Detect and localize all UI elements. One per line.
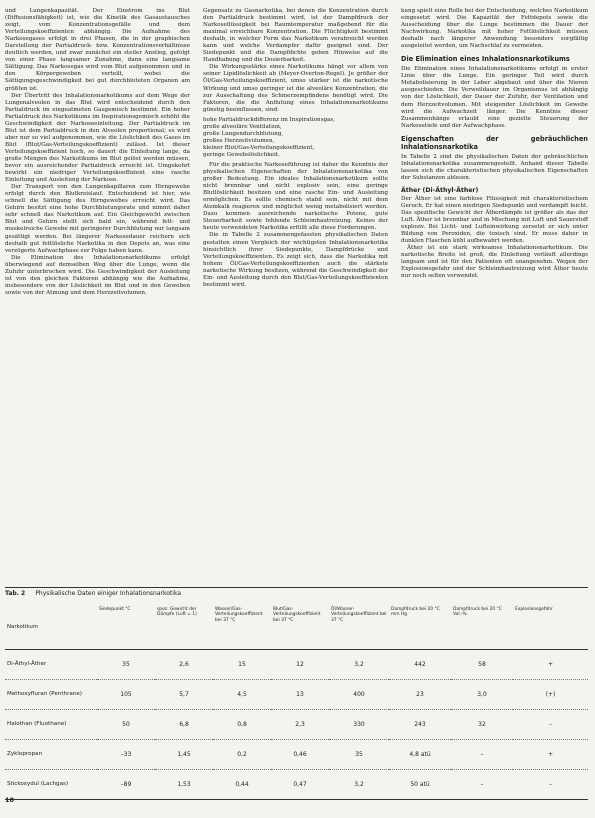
column-header: Dampfdruck bei 20 °C Vol.-% [451,604,513,650]
column-header: Explosionsgefahr [513,604,588,650]
column-header: Öl/Wasser-Verteilungskoeffizient bei 37 °C [329,604,389,650]
cell: 0,2 [213,740,271,770]
section-heading: Die Elimination eines Inhalationsnarkotikums [401,55,570,64]
paragraph: und Lungenkapazität. Der Einstrom ins Blut (Diffusionsfähigkeit) ist, wie die Kinetik des Gasaustausches zeigt, vom Konzentrationsgefälle und dem Verteilungskoeffizienten abhängig. Die Aufnahme des Narkosegases erfolgt in drei Phasen, die in der graphischen Darstellung der Partialdruck- bzw. Konzentrationsverhältnisse deutlich werden, und zwar zunächst ein steiler Anstieg, gefolgt von einer Phase langsamer Zunahme, dann eine langsame Sättigung. Das Narkosegas wird vom Blut aufgenommen und in den Körpergeweben verteilt, wobei die Sättigungsgeschwindigkeit bei gut durchbluteten Organen am größten ist. [5,8,190,92]
list-item: große alveoläre Ventilation, [203,123,282,130]
cell: 32 [451,710,513,740]
table-label: Tab. 2 [5,590,26,597]
section-heading: Eigenschaften der gebräuchlichen Inhalationsnarkotika [401,134,588,151]
cell: 400 [329,680,389,710]
cell-name: Halothan (Fluothane) [5,710,97,740]
cell: 0,8 [213,710,271,740]
table-row [5,710,588,740]
cell: + [513,650,588,680]
cell: 35 [329,740,389,770]
cell: –33 [97,740,155,770]
paragraph: Die Elimination eines Inhalationsnarkotikums erfolgt in erster Linie über die Lunge. Ein geringer Teil wird durch Metabolisierung in der Leber abgebaut und über die Nieren ausgeschieden. Die Verweildauer im Organismus ist abhängig von der Löslichkeit, der Dauer der Zufuhr, der Ventilation und dem Herzzeitvolumen. Mit steigender Löslichkeit im Gewebe wird die Aufwachzeit länger. Die Kenntnis dieser Zusammenhänge erlaubt eine gezielte Steuerung der Narkosetiefe und der Aufwachphase. [401,66,588,129]
list-item: großes Herzzeitvolumen, [203,137,275,144]
cell: 4,8 atü [389,740,451,770]
paragraph: Der Transport von den Lungenkapillaren zum Hirngewebe erfolgt durch den Blutkreislauf. Entscheidend ist hier, wie schnell die Sättigung des Hirngewebes erreicht wird. Das Gehirn besitzt eine hohe Durchblutungsrate und nimmt daher sehr schnell das Narkotikum auf. Ein Gleichgewicht zwischen Blut und Gehirn stellt sich bald ein, während fett- und muskelreiche Gewebe mit geringerer Durchblutung nur langsam gesättigt werden. Bei längerer Narkosedauer reichern sich deshalb gut fettlösliche Narkotika in den Depots an, was eine verzögerte Aufwachphase zur Folge haben kann. [5,184,190,254]
cell: 442 [389,650,451,680]
cell-name: Zyklopropan [5,740,97,770]
table-title: Physikalische Daten einiger Inhalationsnarkotika [35,590,181,597]
cell: 2,3 [271,710,329,740]
column-header: Dampfdruck bei 20 °C mm Hg [389,604,451,650]
cell: 3,2 [329,770,389,800]
cell: – [451,740,513,770]
cell: 50 atü [389,770,451,800]
text-column-3 [401,8,588,280]
physical-data-table [5,604,588,800]
table-top-rule [5,587,588,588]
cell: 105 [97,680,155,710]
paragraph: kung spielt eine Rolle bei der Entscheidung, welches Narkotikum eingesetzt wird. Die Kapazität der Fettdepots sowie die Ausscheidung über die Lunge bestimmen die Dauer der Nachwirkung. Narkotika mit hoher Fettlöslichkeit müssen deshalb nach längerer Anwendung besonders sorgfältig ausgeleitet werden, um Nachschlaf zu vermeiden. [401,8,588,50]
cell: 0,44 [213,770,271,800]
cell: 35 [97,650,155,680]
cell: – [513,770,588,800]
table-row [5,680,588,710]
cell: –89 [97,770,155,800]
table-header-row [5,604,588,650]
cell: + [513,740,588,770]
table-row [5,770,588,800]
column-header: Blut/Gas-Verteilungskoeffizient bei 37 °C [271,604,329,650]
cell: – [513,710,588,740]
paragraph: Die Wirkungsstärke eines Narkotikums hängt vor allem von seiner Lipidlöslichkeit ab (Meyer-Overton-Regel). Je größer der Öl/Gas-Verteilungskoeffizient, umso stärker ist die narkotische Wirkung und umso geringer ist die alveoläre Konzentration, die zur Ausschaltung des Schmerzempfindens benötigt wird. Die Faktoren, die die Anflutung eines Inhalationsnarkotikums günstig beeinflussen, sind: [203,64,388,113]
subsection-heading: Äther (Di-Äthyl-Äther) [401,186,479,194]
column-header: Wasser/Gas-Verteilungskoeffizient bei 37 °C [213,604,271,650]
cell: 4,5 [213,680,271,710]
page-number: 18 [5,796,15,804]
cell: 50 [97,710,155,740]
cell-name: Methoxyfluran (Penthrane) [5,680,97,710]
cell: 58 [451,650,513,680]
table-row [5,650,588,680]
cell: 1,53 [155,770,213,800]
list-item: geringe Gewebslöslichkeit. [203,151,280,158]
cell: 0,46 [271,740,329,770]
cell: 3,2 [329,650,389,680]
list-item: hohe Partialdruckdifferenz im Inspirationsgas, [203,116,336,123]
cell: (+) [513,680,588,710]
paragraph: Äther ist ein stark wirksames Inhalationsnarkotikum. Die narkotische Breite ist groß, die Einleitung verläuft allerdings langsam und ist für den Patienten oft unangenehm. Wegen der Explosionsgefahr und der Schleimhautreizung wird Äther heute nur noch selten verwendet. [401,245,588,280]
cell-name: Stickoxydul (Lachgas) [5,770,97,800]
list-item: große Lungendurchblutung, [203,130,284,137]
paragraph: Für die praktische Narkoseführung ist daher die Kenntnis der physikalischen Eigenschaften der Inhalationsnarkotika von großer Bedeutung. Ein ideales Inhalationsnarkotikum sollte nicht brennbar und nicht explosiv sein, eine geringe Blutlöslichkeit besitzen und eine rasche Ein- und Ausleitung ermöglichen. Es sollte chemisch stabil sein, nicht mit dem Atemkalk reagieren und möglichst wenig metabolisiert werden. Dazu kommen ausreichende narkotische Potenz, gute Steuerbarkeit sowie fehlende Schleimhautreizung. Keines der heute verwendeten Narkotika erfüllt alle diese Forderungen. [203,161,388,232]
paragraph: Der Übertritt des Inhalationsnarkotikums auf dem Wege der Lungenalveolen in das Blut wird entscheidend durch den Partialdruck im eingeatmeten Gasgemisch bestimmt. Ein hoher Partialdruck des Narkotikums im Inspirationsgemisch erhöht die Geschwindigkeit der Narkoseeinleitung. Der Partialdruck im Blut ist dem Partialdruck in den Alveolen proportional; es wird aber nur so viel aufgenommen, wie die Löslichkeit des Gases im Blut (Blut/Gas-Verteilungskoeffizient) zulässt. Ist dieser Verteilungskoeffizient hoch, so dauert die Einleitung lange, da große Mengen des Narkotikums im Blut gelöst werden müssen, bevor ein ausreichender Partialdruck erreicht ist. Umgekehrt bewirkt ein niedriger Verteilungskoeffizient eine rasche Einleitung und Ausleitung der Narkose. [5,92,190,184]
cell-name: Di-Äthyl-Äther [5,650,97,680]
cell: 2,6 [155,650,213,680]
factor-list [203,117,388,159]
column-header: Narkotikum [5,604,97,650]
cell: 13 [271,680,329,710]
text-column-2 [203,8,388,289]
cell: 6,8 [155,710,213,740]
cell: 0,47 [271,770,329,800]
cell: 12 [271,650,329,680]
paragraph: In Tabelle 2 sind die physikalischen Daten der gebräuchlichen Inhalationsnarkotika zusammengestellt. Anhand dieser Tabelle lassen sich die charakteristischen physikalischen Eigenschaften der Substanzen ablesen. [401,153,588,181]
list-item: kleiner Blut/Gas-Verteilungskoeffizient, [203,144,315,151]
cell: 5,7 [155,680,213,710]
paragraph: Die Elimination des Inhalationsnarkotikums erfolgt überwiegend auf demselben Weg über die Lunge, wenn die Zufuhr unterbrochen wird. Die Geschwindigkeit der Ausleitung ist von den gleichen Faktoren abhängig wie die Aufnahme, insbesondere von der Löslichkeit im Blut und in den Geweben sowie von der Atmung und dem Herzzeitvolumen. [5,254,190,296]
cell: 243 [389,710,451,740]
paragraph: Gegensatz zu Gasnarkotika, bei denen die Konzentration durch den Partialdruck bestimmt wird, ist der Dampfdruck der Narkoseflüssigkeit bei Raumtemperatur maßgebend für die maximal erreichbare Konzentration. Die Flüchtigkeit bestimmt deshalb, in welcher Form das Narkotikum verabreicht werden kann und welche Verdampfer dafür geeignet sind. Der Siedepunkt und die Dampfdichte geben Hinweise auf die Handhabung und die Dosierbarkeit. [203,8,388,64]
paragraph: Die in Tabelle 2 zusammengefassten physikalischen Daten gestatten einen Vergleich der wichtigsten Inhalationsnarkotika hinsichtlich ihrer Siedepunkte, Dampfdrücke und Verteilungskoeffizienten. Es zeigt sich, dass die Narkotika mit hohem Öl/Gas-Verteilungskoeffizienten auch die stärkste narkotische Wirkung besitzen, während die Geschwindigkeit der Ein- und Ausleitung durch den Blut/Gas-Verteilungskoeffizienten bestimmt wird. [203,232,388,288]
cell: 1,45 [155,740,213,770]
cell: 3,0 [451,680,513,710]
table-caption [5,590,181,597]
paragraph: Der Äther ist eine farblose Flüssigkeit mit charakteristischem Geruch. Er hat einen niedrigen Siedepunkt und verdampft leicht. Das spezifische Gewicht der Ätherdämpfe ist größer als das der Luft. Äther ist brennbar und in Mischung mit Luft und Sauerstoff explosiv. Bei Licht- und Lufteinwirkung zersetzt er sich unter Bildung von Peroxiden, die toxisch sind. Er muss daher in dunklen Flaschen kühl aufbewahrt werden. [401,195,588,245]
column-header: spez. Gewicht der Dämpfe (Luft = 1) [155,604,213,650]
cell: – [451,770,513,800]
text-column-1 [5,8,190,297]
cell: 15 [213,650,271,680]
table-row [5,740,588,770]
cell: 330 [329,710,389,740]
cell: 23 [389,680,451,710]
column-header: Siedepunkt °C [97,604,155,650]
